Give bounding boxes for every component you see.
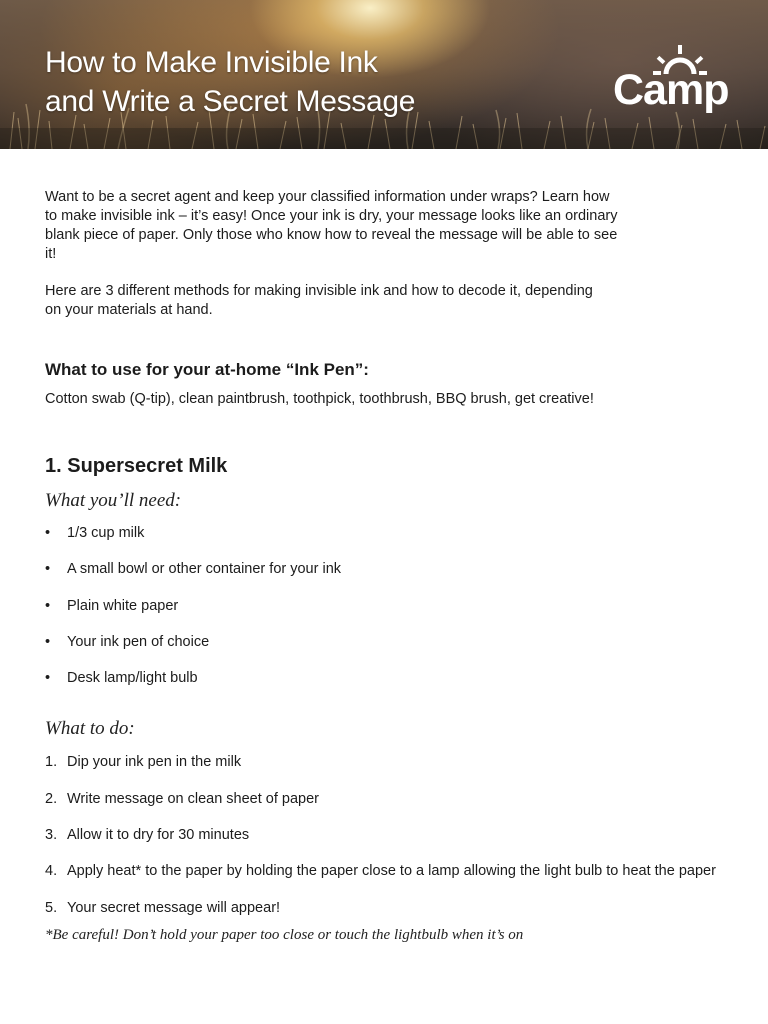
title-line-2: and Write a Secret Message	[45, 85, 416, 118]
list-item	[45, 524, 735, 560]
list-item	[45, 633, 735, 669]
main-content	[45, 188, 735, 945]
supplies-heading: What you’ll need:	[45, 490, 182, 511]
bullet: •	[45, 525, 51, 541]
step-item	[45, 753, 735, 789]
step-number: 3.	[45, 827, 58, 844]
step-number: 1.	[45, 754, 58, 771]
list-item-text: 1/3 cup milk	[67, 525, 145, 541]
steps-heading: What to do:	[45, 718, 135, 740]
logo-text: Camp	[613, 66, 729, 114]
bullet: •	[45, 597, 51, 614]
step-number: 2.	[45, 790, 58, 807]
step-item	[45, 826, 735, 862]
step-number: 4.	[45, 863, 58, 880]
header-banner	[0, 0, 768, 149]
ink-pen-text: Cotton swab (Q-tip), clean paintbrush, toothpick, toothbrush, BBQ brush, get creative!	[45, 391, 594, 407]
list-item	[45, 597, 735, 633]
page-title	[45, 43, 415, 121]
list-item	[45, 560, 735, 596]
bullet: •	[45, 561, 51, 578]
step-item	[45, 862, 735, 898]
step-text: Your secret message will appear!	[67, 899, 281, 916]
intro-paragraph-2: Here are 3 different methods for making invisible ink and how to decode it, depending on your materials at hand.	[45, 283, 593, 318]
ink-pen-heading: What to use for your at-home “Ink Pen”:	[45, 360, 369, 379]
method-title: 1. Supersecret Milk	[45, 455, 228, 477]
list-item-text: A small bowl or other container for your ink	[67, 561, 342, 578]
step-item	[45, 899, 735, 935]
supplies-list	[45, 524, 735, 705]
list-item-text: Desk lamp/light bulb	[67, 670, 198, 687]
step-text: Write message on clean sheet of paper	[67, 790, 320, 807]
step-text: Dip your ink pen in the milk	[67, 754, 242, 771]
safety-footnote: *Be careful! Don’t hold your paper too close or touch the lightbulb when it’s on	[45, 926, 524, 943]
step-text: Allow it to dry for 30 minutes	[67, 827, 250, 844]
intro-paragraph-1: Want to be a secret agent and keep your classified information under wraps? Learn how to make invisible ink – it’s easy! Once your ink is dry, your message looks like an ordinary blank piece of paper. Only those who know how to reveal the message will be able to see it!	[45, 189, 618, 262]
step-number: 5.	[45, 899, 58, 916]
list-item-text: Your ink pen of choice	[67, 633, 210, 650]
step-text: Apply heat* to the paper by holding the paper close to a lamp allowing the light bulb to heat the paper	[67, 863, 716, 880]
steps-list	[45, 753, 735, 934]
step-item	[45, 790, 735, 826]
list-item	[45, 669, 735, 705]
title-line-1: How to Make Invisible Ink	[45, 46, 378, 79]
camp-logo	[613, 44, 729, 116]
list-item-text: Plain white paper	[67, 597, 179, 614]
bullet: •	[45, 670, 51, 687]
bullet: •	[45, 633, 51, 650]
